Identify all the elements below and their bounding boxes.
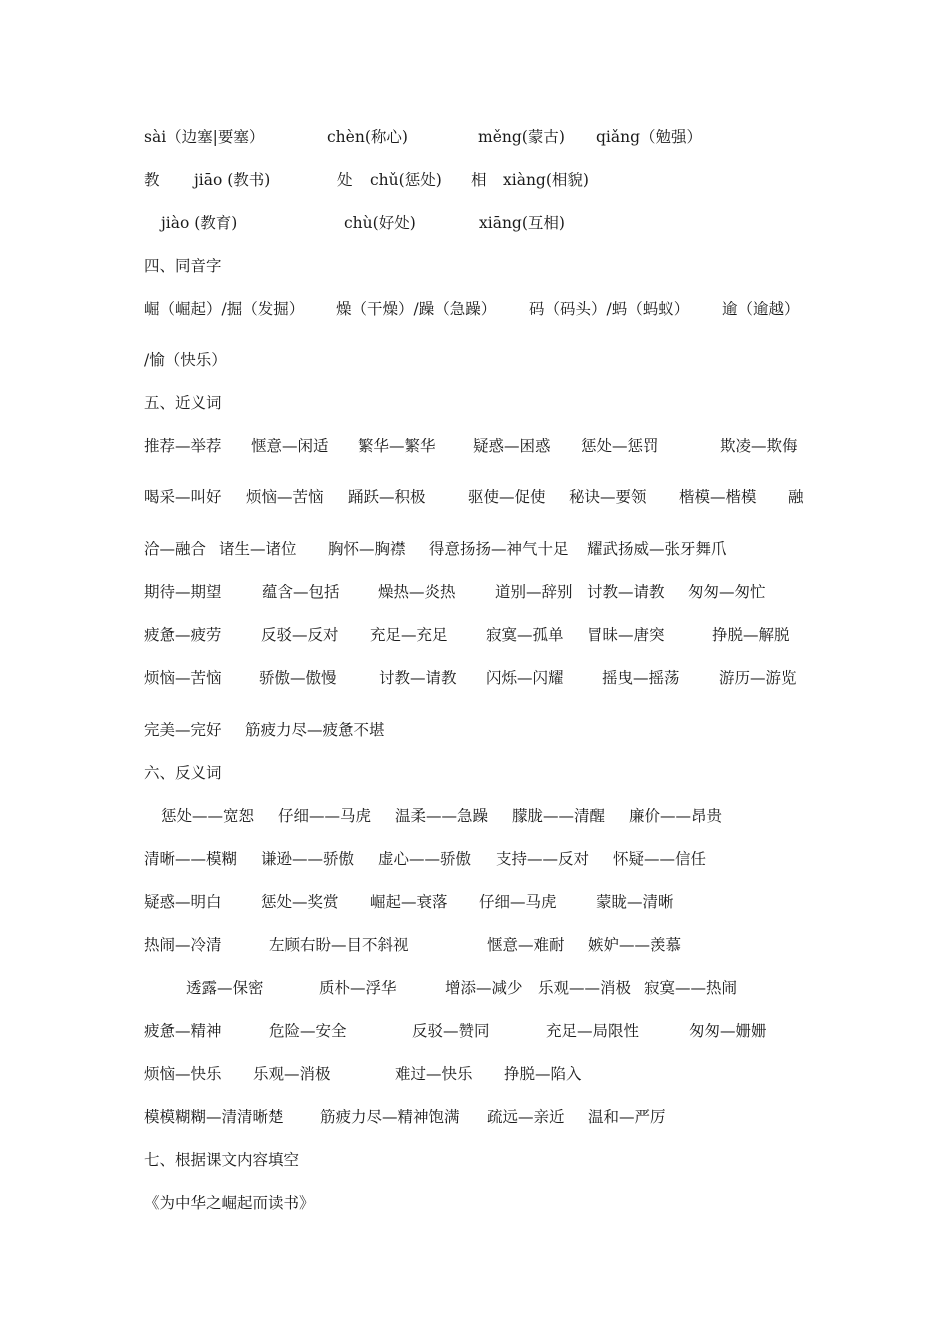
text-segment: 反驳—反对 (261, 626, 339, 644)
text-segment: 惬意—难耐 (487, 936, 565, 954)
text-segment: 推荐—举荐 (144, 437, 222, 455)
text-segment: 欺凌—欺侮 (720, 437, 798, 455)
text-segment: 骄傲—傲慢 (259, 669, 337, 687)
text-segment: sài（边塞|要塞） (144, 128, 265, 146)
text-segment: 清晰——模糊 (144, 850, 238, 868)
synonym-line-3 (0, 537, 950, 561)
text-segment: 冒昧—唐突 (587, 626, 665, 644)
text-segment: 挣脱—解脱 (712, 626, 790, 644)
text-segment: 危险—安全 (269, 1022, 347, 1040)
text-segment: 疲惫—精神 (144, 1022, 222, 1040)
text-segment: 道别—辞别 (495, 583, 573, 601)
text-segment: 完美—完好 (144, 721, 222, 739)
text-segment: 处 (337, 171, 353, 189)
text-segment: 疑惑—明白 (144, 893, 222, 911)
pinyin-line-2 (0, 168, 950, 192)
text-segment: 相 (471, 171, 487, 189)
text-segment: 烦恼—快乐 (144, 1065, 222, 1083)
text-segment: 燥热—炎热 (378, 583, 456, 601)
text-segment: 难过—快乐 (395, 1065, 473, 1083)
pinyin-line-3 (0, 211, 950, 235)
text-segment: 胸怀—胸襟 (328, 540, 406, 558)
text-segment: jiāo (教书) (194, 171, 271, 189)
text-segment: 闪烁—闪耀 (486, 669, 564, 687)
text-segment: 朦胧——清醒 (512, 807, 606, 825)
text-segment: 热闹—冷清 (144, 936, 222, 954)
text-segment: 惩处—奖赏 (261, 893, 339, 911)
text-segment: 廉价——昂贵 (629, 807, 723, 825)
text-segment: 繁华—繁华 (358, 437, 436, 455)
synonym-line-2 (0, 485, 950, 509)
lesson-title: 《为中华之崛起而读书》 (144, 1194, 315, 1212)
synonym-line-1 (0, 434, 950, 458)
antonym-line-2 (0, 847, 950, 871)
text-segment: 寂寞—孤单 (486, 626, 564, 644)
section-heading-synonyms (0, 391, 950, 415)
text-segment: 讨教—请教 (587, 583, 665, 601)
lesson-title-line (0, 1191, 950, 1215)
text-segment: 寂寞——热闹 (644, 979, 738, 997)
text-segment: 驱使—促使 (468, 488, 546, 506)
text-segment: 融 (788, 488, 804, 506)
homophone-line-1 (0, 297, 950, 321)
text-segment: qiǎng（勉强） (596, 128, 703, 146)
text-segment: 左顾右盼—目不斜视 (269, 936, 409, 954)
text-segment: 惩处——宽恕 (161, 807, 255, 825)
text-segment: 逾（逾越） (722, 300, 800, 318)
text-segment: 温柔——急躁 (395, 807, 489, 825)
text-segment: 筋疲力尽—精神饱满 (320, 1108, 460, 1126)
text-segment: 温和—严厉 (588, 1108, 666, 1126)
text-segment: 虚心——骄傲 (378, 850, 472, 868)
antonym-line-8 (0, 1105, 950, 1129)
text-segment: chù(好处) (344, 214, 416, 232)
antonym-line-1 (0, 804, 950, 828)
text-segment: 乐观—消极 (253, 1065, 331, 1083)
text-segment: 仔细—马虎 (479, 893, 557, 911)
text-segment: 疏远—亲近 (487, 1108, 565, 1126)
text-segment: 疲惫—疲劳 (144, 626, 222, 644)
text-segment: 透露—保密 (186, 979, 264, 997)
text-segment: 充足—充足 (370, 626, 448, 644)
text-segment: 游历—游览 (719, 669, 797, 687)
synonym-line-6 (0, 666, 950, 690)
text-segment: 期待—期望 (144, 583, 222, 601)
text-segment: chǔ(惩处) (370, 171, 442, 189)
text-segment: 摇曳—摇荡 (602, 669, 680, 687)
pinyin-line-1 (0, 125, 950, 149)
text-segment: 喝采—叫好 (144, 488, 222, 506)
text-segment: 惩处—惩罚 (581, 437, 659, 455)
text-segment: chèn(称心) (327, 128, 408, 146)
text-segment: 充足—局限性 (546, 1022, 640, 1040)
text-segment: 崛（崛起）/掘（发掘） (144, 300, 305, 318)
section-heading-fill-in (0, 1148, 950, 1172)
text-segment: 诸生—诸位 (219, 540, 297, 558)
text-segment: 耀武扬威—张牙舞爪 (587, 540, 727, 558)
text-segment: 仔细——马虎 (278, 807, 372, 825)
section-heading-homophones (0, 254, 950, 278)
text-segment: 讨教—请教 (379, 669, 457, 687)
synonym-line-5 (0, 623, 950, 647)
text-segment: 谦逊——骄傲 (261, 850, 355, 868)
text-segment: 秘诀—要领 (569, 488, 647, 506)
section-heading: 四、同音字 (144, 257, 222, 275)
section-heading-antonyms (0, 761, 950, 785)
text-segment: 筋疲力尽—疲惫不堪 (245, 721, 385, 739)
text-segment: 楷模—楷模 (679, 488, 757, 506)
antonym-line-4 (0, 933, 950, 957)
text-segment: 模模糊糊—清清晰楚 (144, 1108, 284, 1126)
text-segment: 反驳—赞同 (412, 1022, 490, 1040)
text-segment: 蒙眬—清晰 (596, 893, 674, 911)
text-segment: 惬意—闲适 (251, 437, 329, 455)
section-heading: 七、根据课文内容填空 (144, 1151, 300, 1169)
text-segment: 支持——反对 (496, 850, 590, 868)
text-segment: 嫉妒——羡慕 (588, 936, 682, 954)
text-segment: 怀疑——信任 (613, 850, 707, 868)
text-segment: 码（码头）/蚂（蚂蚁） (529, 300, 690, 318)
text-segment: xiàng(相貌) (503, 171, 589, 189)
section-heading: 六、反义词 (144, 764, 222, 782)
text-segment: 教 (144, 171, 160, 189)
text-segment: 乐观——消极 (538, 979, 632, 997)
text-segment: jiào (教育) (161, 214, 238, 232)
text-segment: /愉（快乐） (144, 351, 227, 369)
antonym-line-7 (0, 1062, 950, 1086)
text-segment: 洽—融合 (144, 540, 207, 558)
text-segment: 得意扬扬—神气十足 (429, 540, 569, 558)
text-segment: 烦恼—苦恼 (246, 488, 324, 506)
text-segment: měng(蒙古) (478, 128, 565, 146)
antonym-line-6 (0, 1019, 950, 1043)
text-segment: 踊跃—积极 (348, 488, 426, 506)
text-segment: 烦恼—苦恼 (144, 669, 222, 687)
text-segment: 增添—减少 (445, 979, 523, 997)
synonym-line-7 (0, 718, 950, 742)
antonym-line-5 (0, 976, 950, 1000)
text-segment: 挣脱—陷入 (504, 1065, 582, 1083)
text-segment: 燥（干燥）/躁（急躁） (336, 300, 497, 318)
text-segment: 蕴含—包括 (262, 583, 340, 601)
text-segment: 匆匆—匆忙 (688, 583, 766, 601)
text-segment: 匆匆—姗姗 (689, 1022, 767, 1040)
text-segment: xiāng(互相) (479, 214, 565, 232)
section-heading: 五、近义词 (144, 394, 222, 412)
synonym-line-4 (0, 580, 950, 604)
homophone-line-2 (0, 348, 950, 372)
text-segment: 质朴—浮华 (319, 979, 397, 997)
text-segment: 疑惑—困惑 (473, 437, 551, 455)
text-segment: 崛起—衰落 (370, 893, 448, 911)
antonym-line-3 (0, 890, 950, 914)
